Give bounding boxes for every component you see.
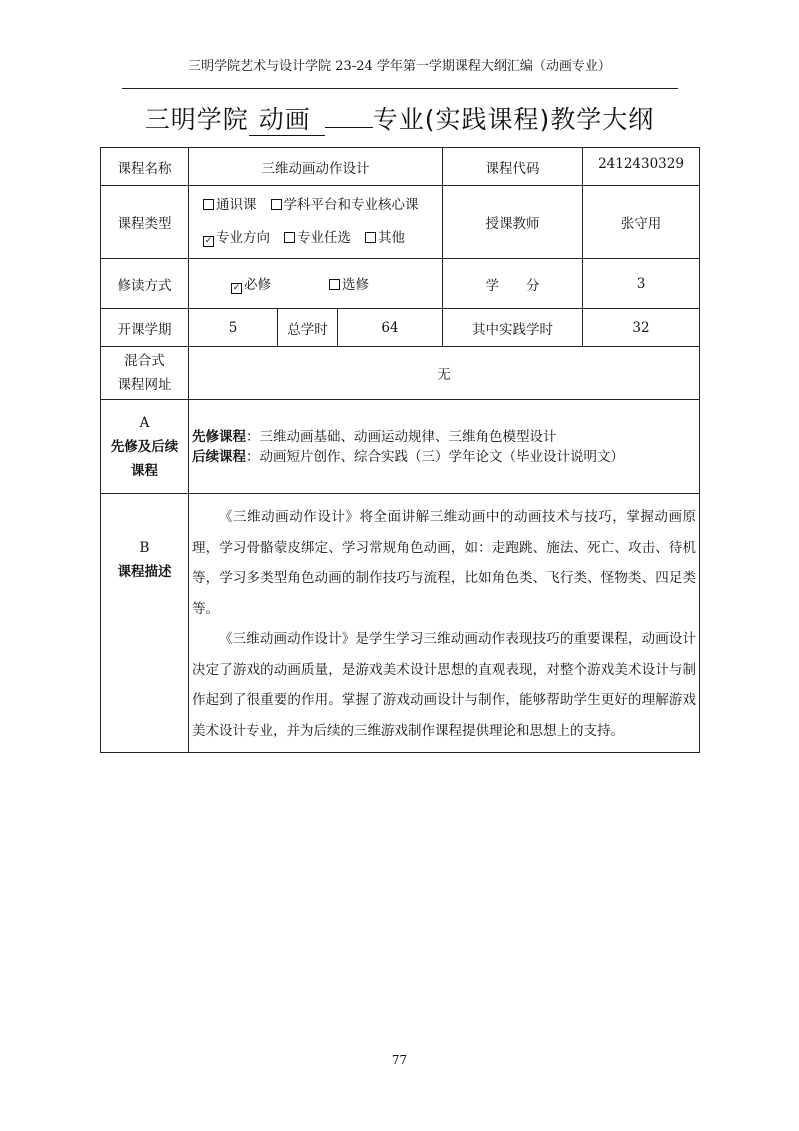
- section-a-content: [189, 400, 700, 494]
- hybrid-url-value: 无: [189, 347, 700, 400]
- title-underline-blank: [325, 127, 373, 128]
- page-header: 三明学院艺术与设计学院 23-24 学年第一学期课程大纲汇编（动画专业）: [188, 59, 611, 74]
- row-course-name: [101, 148, 700, 186]
- row-prerequisites: [101, 400, 700, 494]
- checkbox-icon: [365, 232, 376, 243]
- document-title: [0, 100, 799, 136]
- page-number: 77: [391, 1053, 408, 1067]
- header-divider: [122, 88, 678, 89]
- row-description: [101, 494, 700, 753]
- description-paragraph: 《三维动画动作设计》将全面讲解三维动画中的动画技术与技巧，掌握动画原理，学习骨骼蒙皮绑定、学习常规角色动画，如：走跑跳、施法、死亡、攻击、待机等，学习多类型角色动画的制作技巧与流程，比如角色类、飞行类、怪物类、四足类等。: [192, 509, 697, 617]
- practice-hours-value: 32: [583, 309, 700, 347]
- semester-value: 5: [189, 309, 278, 347]
- course-name-label: 课程名称: [101, 148, 189, 186]
- total-hours-value: 64: [338, 309, 443, 347]
- checkbox-icon: [329, 279, 340, 290]
- total-hours-label: 总学时: [278, 309, 338, 347]
- option-elective[interactable]: 专业任选: [284, 230, 351, 246]
- section-b-label: B 课程描述: [101, 494, 189, 753]
- teacher-label: 授课教师: [443, 186, 583, 259]
- study-mode-label: 修读方式: [101, 259, 189, 309]
- option-optional[interactable]: 选修: [329, 277, 369, 293]
- option-general[interactable]: 通识课: [203, 197, 257, 213]
- course-code-label: 课程代码: [443, 148, 583, 186]
- row-semester: [101, 309, 700, 347]
- course-name-value: 三维动画动作设计: [189, 148, 443, 186]
- section-a-label: A 先修及后续 课程: [101, 400, 189, 494]
- checkbox-icon: [284, 232, 295, 243]
- section-b-content: [189, 494, 700, 753]
- course-type-label: 课程类型: [101, 186, 189, 259]
- title-major: 动画: [249, 105, 325, 136]
- option-major-direction[interactable]: ✓ 专业方向: [204, 230, 270, 246]
- option-other[interactable]: 其他: [365, 230, 405, 246]
- row-course-type: [101, 186, 700, 259]
- option-required[interactable]: ✓ 必修: [232, 277, 271, 293]
- row-hybrid-url: [101, 347, 700, 400]
- checked-checkbox-icon: ✓: [232, 283, 241, 293]
- prereq-label: 先修课程: [192, 428, 246, 445]
- syllabus-table: [100, 147, 700, 753]
- title-suffix: 专业(实践课程)教学大纲: [372, 105, 655, 134]
- checkbox-icon: [203, 199, 214, 210]
- prereq-value: ：三维动画基础、动画运动规律、三维角色模型设计: [246, 428, 557, 445]
- follow-label: 后续课程: [192, 448, 246, 465]
- credits-value: 3: [583, 259, 700, 309]
- row-study-mode: [101, 259, 700, 309]
- credits-label: 学 分: [443, 259, 583, 309]
- checkbox-icon: [271, 199, 282, 210]
- teacher-value: 张守用: [583, 186, 700, 259]
- follow-value: ：动画短片创作、综合实践（三）学年论文（毕业设计说明文）: [246, 448, 624, 465]
- course-code-value: 2412430329: [583, 148, 700, 186]
- study-mode-options: [189, 259, 443, 309]
- hybrid-url-label: 混合式 课程网址: [101, 347, 189, 400]
- description-paragraph: 《三维动画动作设计》是学生学习三维动画动作表现技巧的重要课程，动画设计决定了游戏的动画质量，是游戏美术设计思想的直观表现，对整个游戏美术设计与制作起到了很重要的作用。掌握了游戏动画设计与制作，能够帮助学生更好的理解游戏美术设计专业，并为后续的三维游戏制作课程提供理论和思想上的支持。: [192, 631, 697, 739]
- practice-hours-label: 其中实践学时: [443, 309, 583, 347]
- checked-checkbox-icon: ✓: [204, 236, 213, 246]
- title-prefix: 三明学院: [144, 105, 249, 134]
- course-type-options: [189, 186, 443, 259]
- option-core[interactable]: 学科平台和专业核心课: [271, 197, 419, 213]
- semester-label: 开课学期: [101, 309, 189, 347]
